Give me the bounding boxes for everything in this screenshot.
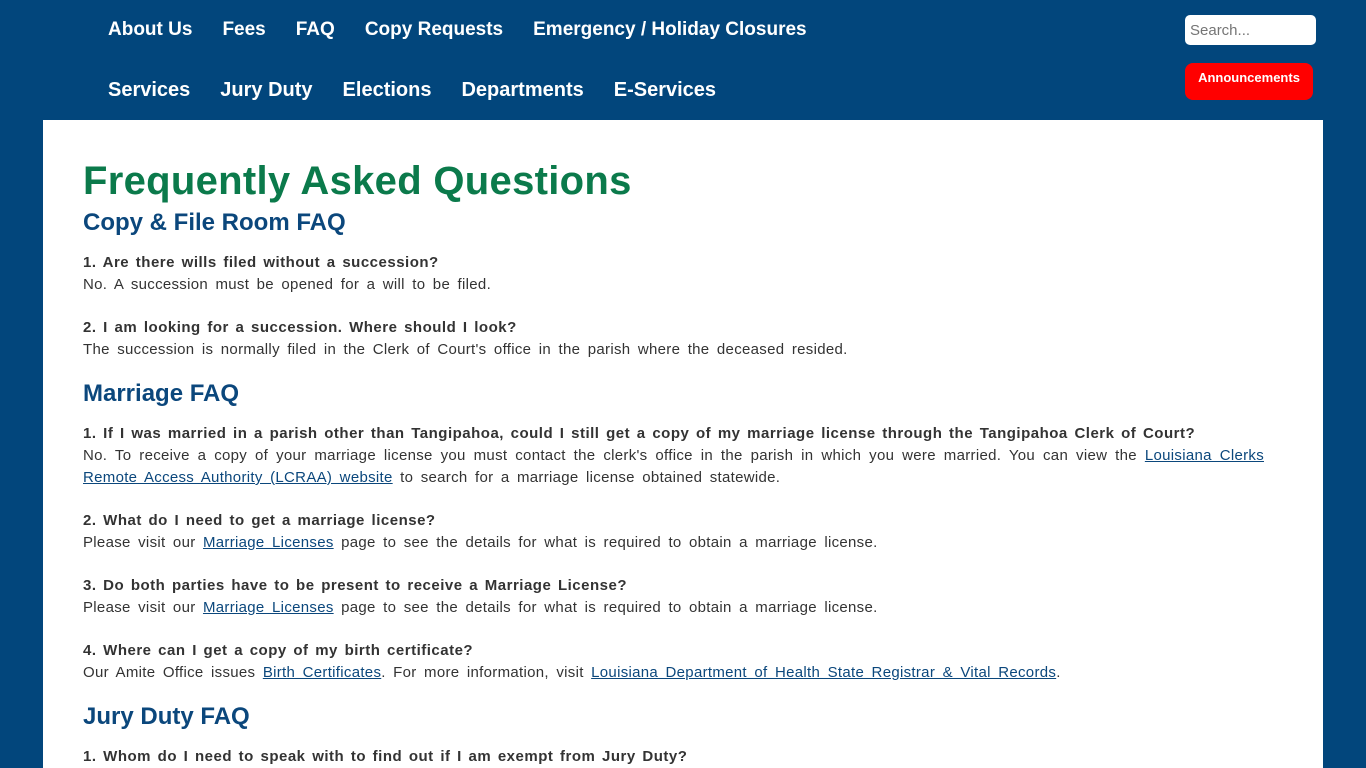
answer-text: . — [1056, 664, 1061, 681]
question: 3. Do both parties have to be present to receive a Marriage License? — [83, 577, 627, 594]
vital-records-link[interactable]: Louisiana Department of Health State Registrar & Vital Records — [591, 664, 1057, 681]
section-heading-marriage: Marriage FAQ — [83, 380, 240, 407]
marriage-licenses-link[interactable]: Marriage Licenses — [202, 599, 334, 616]
answer — [83, 662, 1264, 684]
answer-text: . For more information, visit — [381, 664, 592, 681]
answer-text: Our Amite Office issues — [83, 664, 263, 681]
marriage-licenses-link[interactable]: Marriage Licenses — [202, 534, 334, 551]
nav-closures[interactable]: Emergency / Holiday Closures — [533, 19, 807, 40]
answer-text: Please visit our — [83, 599, 203, 616]
nav-about-us[interactable]: About Us — [108, 19, 193, 40]
lcraa-link[interactable]: Louisiana Clerks Remote Access Authority (LCRAA) website — [83, 447, 1264, 486]
search-input[interactable] — [1185, 15, 1316, 45]
nav-copy-requests[interactable]: Copy Requests — [364, 19, 504, 40]
answer-text: page to see the details for what is required to obtain a marriage license. — [333, 599, 878, 616]
nav-faq[interactable]: FAQ — [295, 19, 335, 40]
page-title: Frequently Asked Questions — [83, 159, 632, 203]
answer — [83, 445, 1264, 489]
answer-text: No. To receive a copy of your marriage license you must contact the clerk's office in the parish in which you were married. You can view the — [83, 447, 1145, 464]
question: 2. I am looking for a succession. Where should I look? — [83, 319, 517, 336]
nav-e-services[interactable]: E-Services — [613, 79, 717, 101]
birth-certificates-link[interactable]: Birth Certificates — [262, 664, 382, 681]
question: 1. Whom do I need to speak with to find out if I am exempt from Jury Duty? — [83, 748, 688, 765]
nav-departments[interactable]: Departments — [461, 79, 584, 101]
answer — [83, 597, 1264, 619]
top-nav-row2 — [108, 79, 746, 102]
nav-services[interactable]: Services — [108, 79, 191, 101]
answer: The succession is normally filed in the Clerk of Court's office in the parish where the deceased resided. — [83, 341, 848, 358]
answer-text: to search for a marriage license obtained statewide. — [392, 469, 781, 486]
main-content — [43, 120, 1323, 768]
top-nav-row1 — [108, 19, 837, 41]
answer: No. A succession must be opened for a will to be filed. — [83, 276, 492, 293]
answer — [83, 532, 1264, 554]
question: 2. What do I need to get a marriage license? — [83, 512, 436, 529]
section-heading-jury: Jury Duty FAQ — [83, 703, 250, 730]
answer-text: Please visit our — [83, 534, 203, 551]
question: 4. Where can I get a copy of my birth certificate? — [83, 642, 474, 659]
answer-text: page to see the details for what is required to obtain a marriage license. — [333, 534, 878, 551]
section-heading-copy: Copy & File Room FAQ — [83, 209, 346, 236]
nav-jury-duty[interactable]: Jury Duty — [220, 79, 313, 101]
question: 1. Are there wills filed without a succession? — [83, 254, 439, 271]
nav-elections[interactable]: Elections — [342, 79, 432, 101]
announcements-button[interactable]: Announcements — [1185, 63, 1313, 100]
question: 1. If I was married in a parish other than Tangipahoa, could I still get a copy of my marriage license through the Tangipahoa Clerk of Court? — [83, 425, 1196, 442]
nav-fees[interactable]: Fees — [222, 19, 266, 40]
